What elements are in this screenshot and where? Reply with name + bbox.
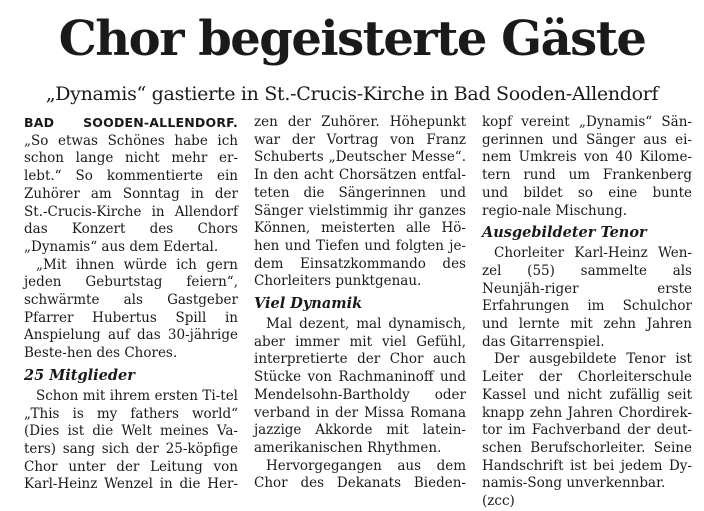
- paragraph-5-part-1: Hervorgegangen aus dem Chor des Dekanats Bieden-: [254, 457, 466, 492]
- subheading-ausgebildeter-tenor: Ausgebildeter Tenor: [482, 224, 647, 242]
- dateline: BAD SOODEN-ALLENDORF.: [24, 115, 238, 130]
- paragraph-4: Mal dezent, mal dynamisch, aber immer mit viel Gefühl, interpretierte der Chor auch Stücke von Rachmaninoff und Mendelsohn-Bartholdy oder verband in der Missa Romana jazzige Akkorde mit latein-amerikanischen Rhythmen.: [254, 316, 466, 456]
- paragraph-6: Chorleiter Karl-Heinz Wen-zel (55) sammelte als Neunjäh-riger erste Erfahrungen im Schulchor und lernte mit zehn Jahren das Gitarrenspiel.: [482, 245, 692, 350]
- column-3: [482, 114, 692, 510]
- column-1: [24, 114, 238, 500]
- paragraph-2: „Mit ihnen würde ich gern jeden Geburtstag feiern“, schwärmte als Gastgeber Pfarrer Hubertus Spill in Anspielung auf das 30-jährige Beste-hen des Chores.: [24, 256, 238, 362]
- subheading-viel-dynamik: Viel Dynamik: [254, 295, 363, 313]
- column-2: [254, 114, 466, 500]
- paragraph-1: [24, 114, 238, 257]
- paragraph-3-part-1: Schon mit ihrem ersten Ti-tel „This is my fathers world“ (Dies ist die Welt meines Va-ters) sang sich der 25-köpfige Chor unter der Leitung von Karl-Heinz Wenzel in die Her-: [24, 387, 238, 493]
- subheadline: „Dynamis“ gastierte in St.-Crucis-Kirche in Bad Sooden-Allendorf: [45, 83, 659, 105]
- paragraph-3-part-2: zen der Zuhörer. Höhepunkt war der Vortrag von Franz Schuberts „Deutscher Messe“. In den acht Chorsätzen entfal-teten die Sängerinnen und Sänger vielstimmig ihr ganzes Können, meisterten alle Hö-hen und Tiefen und folgten je-dem Einsatzkommando des Chorleiters punktgenau.: [254, 114, 466, 290]
- paragraph-1-text: „So etwas Schönes habe ich schon lange nicht mehr er-lebt.“ So kommentierte ein Zuhörer am Sonntag in der St.-Crucis-Kirche in Allendorf das Konzert des Chors „Dynamis“ aus dem Edertal.: [24, 132, 238, 255]
- paragraph-5-part-2: kopf vereint „Dynamis“ Sän-gerinnen und Sänger aus ei-nem Umkreis von 40 Kilome-tern rund um Frankenberg und bildet so eine bunte regio-nale Mischung.: [482, 114, 692, 219]
- headline: Chor begeisterte Gäste: [58, 11, 646, 67]
- author-tag: (zcc): [482, 493, 515, 510]
- subheading-25-mitglieder: 25 Mitglieder: [24, 366, 135, 384]
- paragraph-7: Der ausgebildete Tenor ist Leiter der Chorleiterschule Kassel und nicht zufällig seit knapp zehn Jahren Chordirek-tor im Fachverband der deut-schen Berufschorleiter. Seine Handschrift ist bei jedem Dy-namis-Song unverkennbar.: [482, 351, 692, 492]
